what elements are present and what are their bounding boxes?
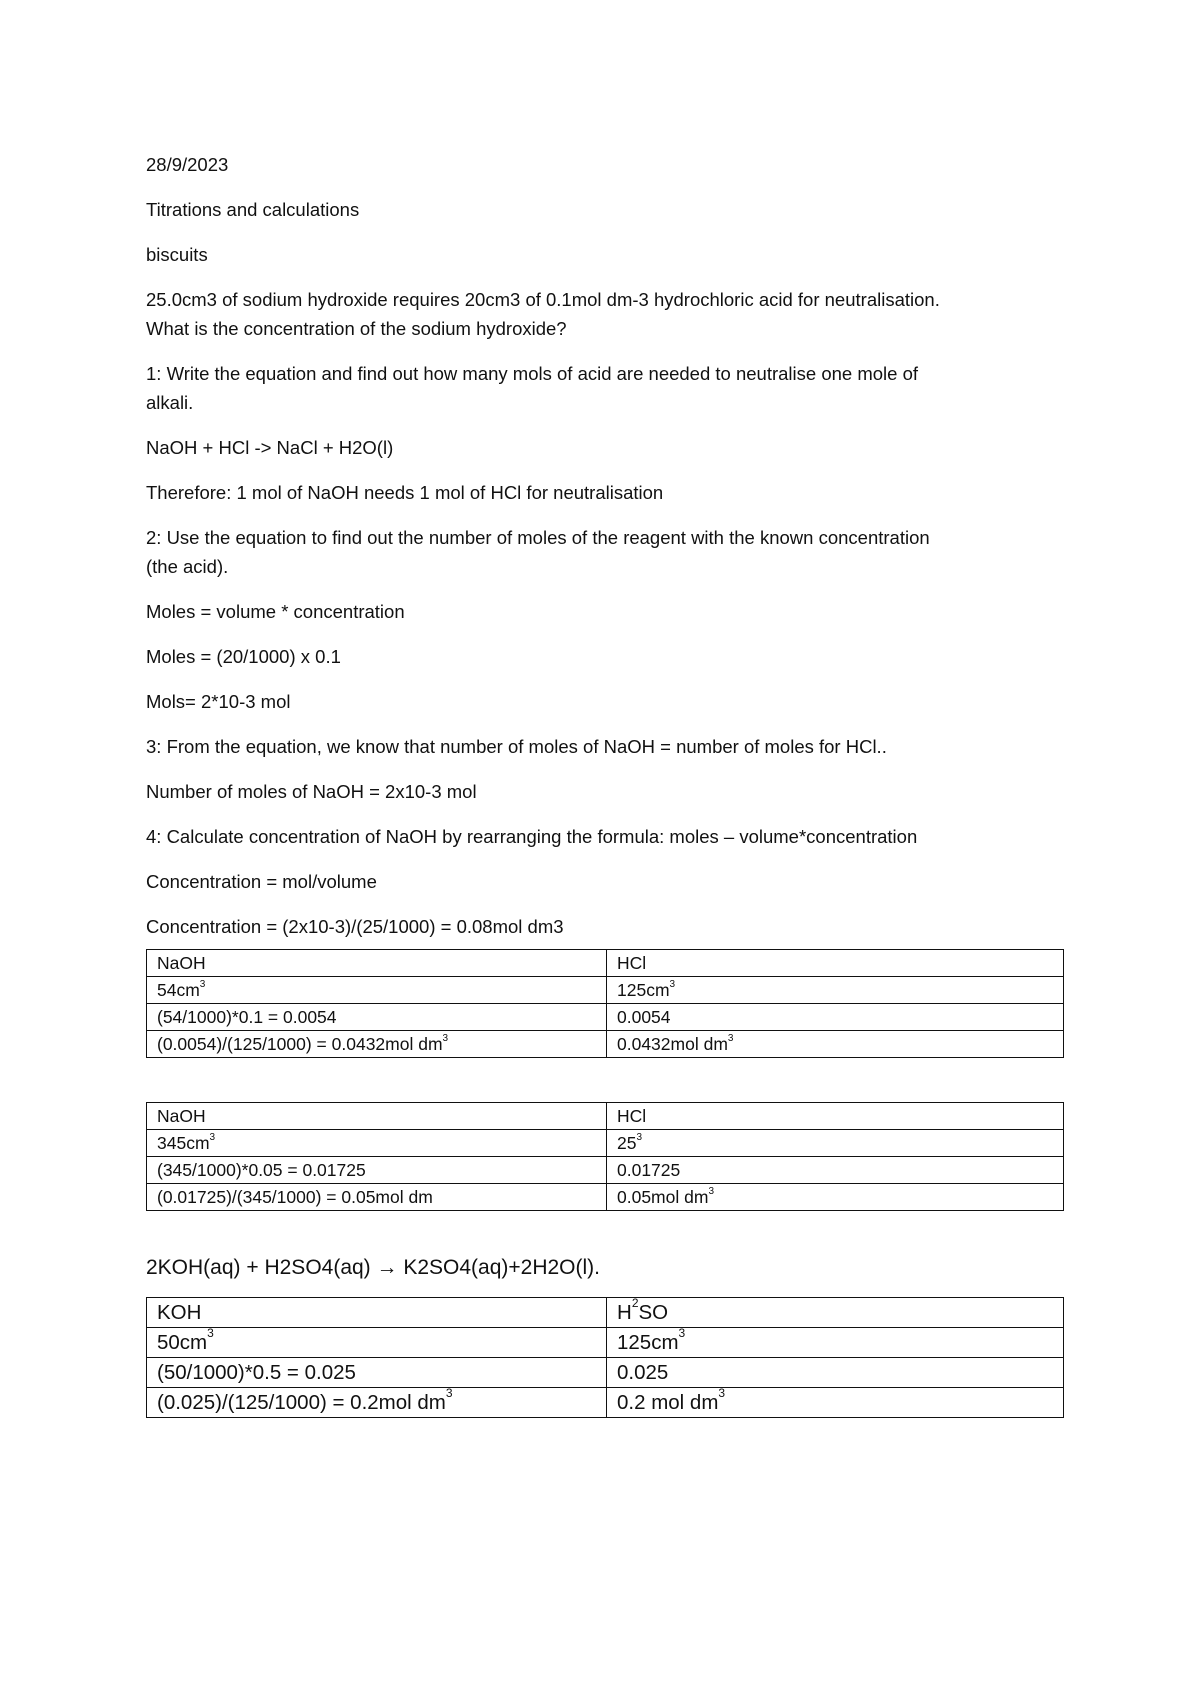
superscript: 3 xyxy=(636,1132,643,1144)
therefore-line: Therefore: 1 mol of NaOH needs 1 mol of HCl for neutralisation xyxy=(146,482,664,503)
cell-text: 125cm xyxy=(617,1331,679,1354)
table-cell xyxy=(147,1130,607,1157)
table-row xyxy=(147,1358,1064,1388)
table-cell: HCl xyxy=(607,950,1064,977)
naoh-hcl-table-2 xyxy=(146,1102,1064,1211)
cell-text: (0.025)/(125/1000) = 0.2mol dm xyxy=(157,1391,446,1414)
table-cell xyxy=(607,1298,1064,1328)
table-cell xyxy=(607,1388,1064,1418)
table-cell: 0.01725 xyxy=(607,1157,1064,1184)
table-cell: NaOH xyxy=(147,1103,607,1130)
cell-text: 0.0432mol dm xyxy=(617,1034,728,1054)
table-row xyxy=(147,977,1064,1004)
table-row xyxy=(147,1298,1064,1328)
table-cell xyxy=(607,1184,1064,1211)
table-row xyxy=(147,1004,1064,1031)
superscript: 3 xyxy=(442,1033,449,1045)
superscript: 3 xyxy=(207,1327,214,1341)
table-row xyxy=(147,1388,1064,1418)
superscript: 3 xyxy=(199,979,206,991)
cell-text: 0.2 mol dm xyxy=(617,1391,719,1414)
table-cell: (345/1000)*0.05 = 0.01725 xyxy=(147,1157,607,1184)
table-row xyxy=(147,1184,1064,1211)
table-cell: HCl xyxy=(607,1103,1064,1130)
equation-koh-h2so4: 2KOH(aq) + H2SO4(aq) → K2SO4(aq)+2H2O(l). xyxy=(146,1256,601,1279)
superscript: 3 xyxy=(678,1327,686,1341)
step-1: 1: Write the equation and find out how many mols of acid are needed to neutralise one mole of alkali. xyxy=(146,363,918,413)
table-row xyxy=(147,950,1064,977)
table-cell xyxy=(607,1031,1064,1058)
moles-calculation: Moles = (20/1000) x 0.1 xyxy=(146,646,341,667)
date-line: 28/9/2023 xyxy=(146,154,229,175)
table-cell xyxy=(147,977,607,1004)
cell-text: 25 xyxy=(617,1133,637,1153)
table-row xyxy=(147,1031,1064,1058)
table-cell: KOH xyxy=(147,1298,607,1328)
table-cell xyxy=(147,1388,607,1418)
table-cell xyxy=(147,1031,607,1058)
subtitle-line: biscuits xyxy=(146,244,208,265)
page-title: Titrations and calculations xyxy=(146,199,360,220)
table-cell: (54/1000)*0.1 = 0.0054 xyxy=(147,1004,607,1031)
table-cell: 0.025 xyxy=(607,1358,1064,1388)
step-4: 4: Calculate concentration of NaOH by rearranging the formula: moles – volume*concentration xyxy=(146,826,918,847)
table-row xyxy=(147,1130,1064,1157)
document-content xyxy=(146,150,1066,1418)
koh-h2so4-table xyxy=(146,1297,1064,1418)
moles-naoh-line: Number of moles of NaOH = 2x10-3 mol xyxy=(146,781,477,802)
superscript: 3 xyxy=(708,1186,714,1198)
table-row xyxy=(147,1157,1064,1184)
cell-text: (0.0054)/(125/1000) = 0.0432mol dm xyxy=(157,1034,443,1054)
cell-text: 0.05mol dm xyxy=(617,1187,709,1207)
step-3: 3: From the equation, we know that number of moles of NaOH = number of moles for HCl.. xyxy=(146,736,887,757)
equation-naoh-hcl: NaOH + HCl -> NaCl + H2O(l) xyxy=(146,437,394,458)
table-cell xyxy=(607,1328,1064,1358)
table-cell: NaOH xyxy=(147,950,607,977)
table-cell: 0.0054 xyxy=(607,1004,1064,1031)
cell-text: H xyxy=(617,1301,632,1324)
cell-text: 125cm xyxy=(617,980,670,1000)
table-cell xyxy=(147,1328,607,1358)
superscript: 3 xyxy=(669,979,676,991)
table-cell: (0.01725)/(345/1000) = 0.05mol dm xyxy=(147,1184,607,1211)
superscript: 3 xyxy=(718,1387,726,1401)
cell-text: 50cm xyxy=(157,1331,208,1354)
question-paragraph: 25.0cm3 of sodium hydroxide requires 20cm3 of 0.1mol dm-3 hydrochloric acid for neutralisation. What is the concentration of the sodium hydroxide? xyxy=(146,289,940,339)
table-cell xyxy=(607,1130,1064,1157)
table-cell: (50/1000)*0.5 = 0.025 xyxy=(147,1358,607,1388)
cell-text: 54cm xyxy=(157,980,200,1000)
naoh-hcl-table-1 xyxy=(146,949,1064,1058)
mols-result: Mols= 2*10-3 mol xyxy=(146,691,291,712)
cell-text: SO xyxy=(638,1301,669,1324)
superscript: 3 xyxy=(727,1033,734,1045)
superscript: 3 xyxy=(445,1387,453,1401)
table-row xyxy=(147,1328,1064,1358)
table-row xyxy=(147,1103,1064,1130)
concentration-formula: Concentration = mol/volume xyxy=(146,871,377,892)
table-cell xyxy=(607,977,1064,1004)
cell-text: 345cm xyxy=(157,1133,210,1153)
superscript: 3 xyxy=(209,1132,216,1144)
superscript: 2 xyxy=(631,1297,639,1311)
concentration-calculation: Concentration = (2x10-3)/(25/1000) = 0.08mol dm3 xyxy=(146,916,564,937)
moles-formula: Moles = volume * concentration xyxy=(146,601,405,622)
step-2: 2: Use the equation to find out the number of moles of the reagent with the known concentration (the acid). xyxy=(146,527,930,577)
